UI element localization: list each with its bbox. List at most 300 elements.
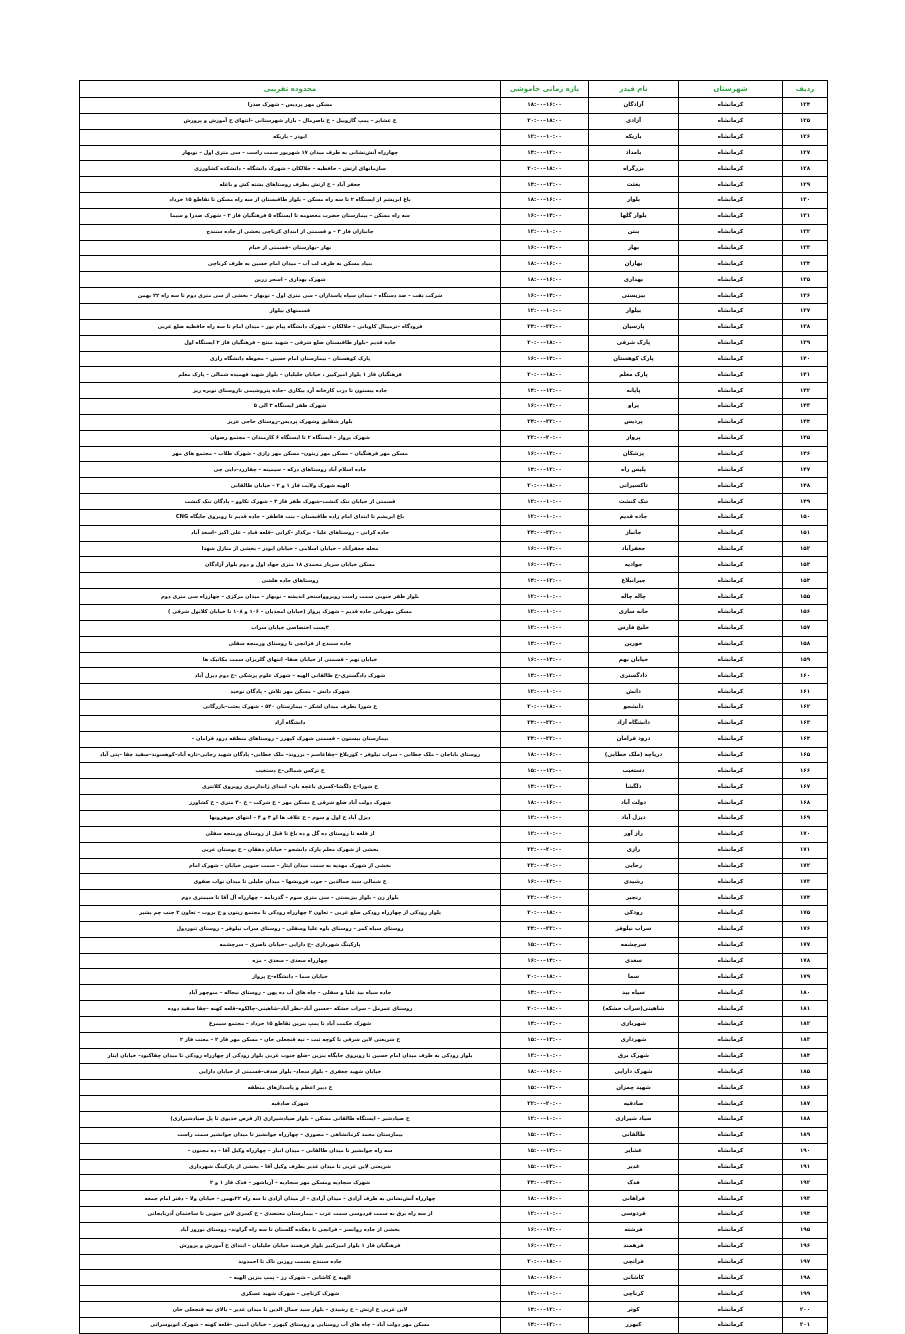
cell-outage-time: ۲۲:۰۰–۲۴:۰۰ [501, 319, 589, 335]
cell-feeder-name: دانش [589, 684, 679, 700]
cell-city: کرمانشاه [679, 969, 783, 985]
cell-row-number: ۱۹۹ [783, 1286, 828, 1302]
cell-approx-area: مسکن مهر دولت آباد – چاه های آب روستایی و روستای کیهزر – خیابان امینی –قلعه کهنه – شهرک اتوبوسرانی [80, 1317, 501, 1333]
cell-row-number: ۱۷۶ [783, 921, 828, 937]
table-row [80, 763, 828, 779]
cell-row-number: ۱۴۶ [783, 446, 828, 462]
cell-feeder-name: بزرگراه [589, 161, 679, 177]
cell-approx-area: جاده سیاه بید علیا و سفلی – چاه های آب ده پهن – روستای نیجاله – منوچهر آباد [80, 985, 501, 1001]
table-row [80, 272, 828, 288]
cell-feeder-name: بعثت [589, 177, 679, 193]
table-row [80, 573, 828, 589]
table-row [80, 1270, 828, 1286]
cell-approx-area: شریعتی لاین غربی تا میدان غدیر بطرف وکیل آقا – بخشی از پارکینگ شهرداری [80, 1159, 501, 1175]
cell-outage-time: ۱۰:۰۰–۱۲:۰۰ [501, 1207, 589, 1223]
cell-outage-time: ۱۴:۰۰–۱۶:۰۰ [501, 874, 589, 890]
cell-approx-area: جاده کرانی – روستاهای علیا – برکدار –کرانی –قلعه قباد – علی اکبر –اسعد آباد [80, 525, 501, 541]
cell-row-number: ۱۳۹ [783, 335, 828, 351]
cell-approx-area: بلوار ظفر جنوبی سمت راست روبروواستخر اندیشه – نوبهار – میدان مرکزی – چهارراه سی متری دوم [80, 589, 501, 605]
cell-city: کرمانشاه [679, 1001, 783, 1017]
cell-row-number: ۱۵۴ [783, 573, 828, 589]
table-row [80, 1080, 828, 1096]
cell-city: کرمانشاه [679, 319, 783, 335]
cell-feeder-name: رجایی [589, 858, 679, 874]
cell-approx-area: باغ ابریشم تا ابتدای امام زاده طاقبستان – بنت فاطفر – جاده قدیم تا روبروی جایگاه CNG [80, 509, 501, 525]
cell-row-number: ۱۶۲ [783, 700, 828, 716]
cell-feeder-name: سعدی [589, 953, 679, 969]
cell-row-number: ۱۶۳ [783, 715, 828, 731]
cell-approx-area: پارکینگ شهرداری –خ دارایی –خیابان ناصری – سرچشمه [80, 937, 501, 953]
cell-city: کرمانشاه [679, 145, 783, 161]
table-row [80, 303, 828, 319]
cell-city: کرمانشاه [679, 684, 783, 700]
cell-outage-time: ۱۶:۰۰–۱۸:۰۰ [501, 98, 589, 114]
cell-row-number: ۱۲۶ [783, 129, 828, 145]
cell-outage-time: ۱۲:۰۰–۱۴:۰۰ [501, 573, 589, 589]
cell-city: کرمانشاه [679, 256, 783, 272]
cell-outage-time: ۱۰:۰۰–۱۲:۰۰ [501, 1112, 589, 1128]
cell-approx-area: قسمتهای بیلوار [80, 303, 501, 319]
cell-feeder-name: باریکه [589, 129, 679, 145]
cell-approx-area: خ صیادشیر – ایستگاه طالقانی مسکن – بلوار صیادشیرازی (از قرص خدیوی تا پل صیادشیرازی) [80, 1112, 501, 1128]
cell-feeder-name: شهید چمران [589, 1080, 679, 1096]
cell-outage-time: ۲۲:۰۰–۲۴:۰۰ [501, 414, 589, 430]
cell-feeder-name: صیاد شیرازی [589, 1112, 679, 1128]
cell-city: کرمانشاه [679, 446, 783, 462]
cell-row-number: ۱۲۸ [783, 161, 828, 177]
cell-approx-area: از سه راه برق به سمت فردوسی سمت غرب – بیمارستان معتضدی – خ کسری لاین جنوبی تا ساختمان آذربایجانی [80, 1207, 501, 1223]
cell-approx-area: خیابان سما – دانشگاه–خ پرواز [80, 969, 501, 985]
cell-city: کرمانشاه [679, 1222, 783, 1238]
table-row [80, 1143, 828, 1159]
cell-row-number: ۱۳۱ [783, 208, 828, 224]
table-row [80, 620, 828, 636]
cell-row-number: ۱۵۲ [783, 541, 828, 557]
cell-row-number: ۱۵۹ [783, 652, 828, 668]
table-row [80, 795, 828, 811]
cell-approx-area: بیمارستان بیستون – قسمتی شهرک کیهزر – روستاهای منطقه درود فرامان – [80, 731, 501, 747]
cell-city: کرمانشاه [679, 399, 783, 415]
cell-feeder-name: دیزل آباد [589, 810, 679, 826]
cell-outage-time: ۱۸:۰۰–۲۰:۰۰ [501, 335, 589, 351]
cell-feeder-name: پایانه [589, 383, 679, 399]
cell-outage-time: ۱۳:۰۰–۱۵:۰۰ [501, 1032, 589, 1048]
table-row [80, 478, 828, 494]
cell-outage-time: ۱۸:۰۰–۲۰:۰۰ [501, 113, 589, 129]
cell-city: کرمانشاه [679, 874, 783, 890]
cell-outage-time: ۱۰:۰۰–۱۲:۰۰ [501, 684, 589, 700]
cell-row-number: ۱۶۸ [783, 795, 828, 811]
cell-feeder-name: بلوار گلها [589, 208, 679, 224]
cell-city: کرمانشاه [679, 113, 783, 129]
table-row [80, 890, 828, 906]
cell-outage-time: ۲۲:۰۰–۲۴:۰۰ [501, 1175, 589, 1191]
table-row [80, 256, 828, 272]
table-row [80, 906, 828, 922]
cell-feeder-name: سما [589, 969, 679, 985]
cell-row-number: ۱۵۱ [783, 525, 828, 541]
cell-row-number: ۱۳۲ [783, 224, 828, 240]
cell-row-number: ۱۹۸ [783, 1270, 828, 1286]
cell-feeder-name: فراهانی [589, 1191, 679, 1207]
cell-row-number: ۱۳۸ [783, 319, 828, 335]
cell-feeder-name: رشیدی [589, 874, 679, 890]
cell-outage-time: ۱۰:۰۰–۱۲:۰۰ [501, 1286, 589, 1302]
table-row [80, 367, 828, 383]
cell-city: کرمانشاه [679, 715, 783, 731]
table-row [80, 1159, 828, 1175]
cell-city: کرمانشاه [679, 1032, 783, 1048]
cell-approx-area: بخشی از جاده روانسر – فرانچی تا دهکده گلستان تا سه راه گراوند– روستای نوروز آباد [80, 1222, 501, 1238]
cell-row-number: ۱۹۶ [783, 1238, 828, 1254]
cell-feeder-name: دانشگاه آزاد [589, 715, 679, 731]
cell-feeder-name: کوثر [589, 1302, 679, 1318]
cell-city: کرمانشاه [679, 620, 783, 636]
cell-outage-time: ۱۰:۰۰–۱۲:۰۰ [501, 1048, 589, 1064]
cell-feeder-name: سیاه بید [589, 985, 679, 1001]
cell-row-number: ۱۶۷ [783, 779, 828, 795]
cell-approx-area: فرودگاه –ترمینال کاوبانی – جلالکان – شهرک دانشگاه پیام نور – میدان امام تا سه راه حافظیه ضلع غربی [80, 319, 501, 335]
cell-city: کرمانشاه [679, 1048, 783, 1064]
cell-outage-time: ۱۰:۰۰–۱۲:۰۰ [501, 129, 589, 145]
cell-outage-time: ۱۸:۰۰–۲۰:۰۰ [501, 969, 589, 985]
cell-city: کرمانشاه [679, 573, 783, 589]
cell-row-number: ۱۸۷ [783, 1096, 828, 1112]
cell-city: کرمانشاه [679, 494, 783, 510]
cell-row-number: ۱۹۱ [783, 1159, 828, 1175]
cell-city: کرمانشاه [679, 430, 783, 446]
table-row [80, 509, 828, 525]
cell-feeder-name: بنتن [589, 224, 679, 240]
table-row [80, 177, 828, 193]
cell-approx-area: سه راه مسکن – بیمارستان حضرت معصومه تا ایستگاه ۵ فرهنگیان فاز ۲ – شهرک صدرا و سیما [80, 208, 501, 224]
cell-approx-area: جانبازان فاز ۳ – و قسمتی از ابتدای کرناچی بخشی از جاده سنندج [80, 224, 501, 240]
cell-approx-area: خیابان شهید جعفری – بلوار سجاد– بلوار صدف–قسمتی از خیابان دارایی [80, 1064, 501, 1080]
cell-feeder-name: طالقانی [589, 1127, 679, 1143]
table-row [80, 193, 828, 209]
cell-approx-area: خ شورا–خ دلگشا–کسری باغچه بان– ابتدای ژاندارمری روبروی کلانتری [80, 779, 501, 795]
cell-outage-time: ۲۰:۰۰–۲۲:۰۰ [501, 890, 589, 906]
cell-outage-time: ۱۶:۰۰–۱۸:۰۰ [501, 747, 589, 763]
cell-city: کرمانشاه [679, 161, 783, 177]
cell-outage-time: ۱۲:۰۰–۱۴:۰۰ [501, 145, 589, 161]
cell-feeder-name: پزشکان [589, 446, 679, 462]
cell-approx-area: خیابان نهم – قسمتی از خیابان صفا– انتهای گلریزان سمت مکانیک ها [80, 652, 501, 668]
cell-feeder-name: پارک شرقی [589, 335, 679, 351]
cell-outage-time: ۱۶:۰۰–۱۸:۰۰ [501, 1064, 589, 1080]
cell-outage-time: ۱۰:۰۰–۱۲:۰۰ [501, 620, 589, 636]
table-row [80, 1286, 828, 1302]
table-row [80, 605, 828, 621]
cell-city: کرمانشاه [679, 303, 783, 319]
cell-approx-area: بهار –بهارستان –قسمتی از خیام [80, 240, 501, 256]
cell-city: کرمانشاه [679, 1207, 783, 1223]
header-approx-area: محدوده تقریبی [80, 81, 501, 98]
cell-row-number: ۱۶۴ [783, 731, 828, 747]
cell-row-number: ۱۷۲ [783, 858, 828, 874]
cell-feeder-name: سرچشمه [589, 937, 679, 953]
table-row [80, 684, 828, 700]
table-row [80, 224, 828, 240]
cell-row-number: ۱۴۸ [783, 478, 828, 494]
cell-row-number: ۱۳۶ [783, 288, 828, 304]
cell-city: کرمانشاه [679, 208, 783, 224]
cell-outage-time: ۱۶:۰۰–۱۸:۰۰ [501, 256, 589, 272]
cell-city: کرمانشاه [679, 1302, 783, 1318]
cell-outage-time: ۱۰:۰۰–۱۲:۰۰ [501, 494, 589, 510]
cell-outage-time: ۱۰:۰۰–۱۲:۰۰ [501, 303, 589, 319]
cell-city: کرمانشاه [679, 636, 783, 652]
cell-feeder-name: فرشته [589, 1222, 679, 1238]
cell-approx-area: خ شورا بطرف میدان لشکر – بیمارستان ۵۴۰ – شهرک بعثت–بازرگانی [80, 700, 501, 716]
cell-feeder-name: پردیس [589, 414, 679, 430]
cell-feeder-name: شهربازی [589, 1016, 679, 1032]
cell-approx-area: دیزل آباد خ اول و سوم – خ علاف ها او ۳ و ۴ – انتهای جوهرونها [80, 810, 501, 826]
cell-feeder-name: خلیج فارس [589, 620, 679, 636]
cell-outage-time: ۱۸:۰۰–۲۰:۰۰ [501, 478, 589, 494]
cell-outage-time: ۱۲:۰۰–۱۴:۰۰ [501, 1317, 589, 1333]
table-row [80, 715, 828, 731]
cell-outage-time: ۱۴:۰۰–۱۶:۰۰ [501, 953, 589, 969]
cell-row-number: ۲۰۱ [783, 1317, 828, 1333]
cell-outage-time: ۱۲:۰۰–۱۴:۰۰ [501, 1302, 589, 1318]
cell-outage-time: ۱۰:۰۰–۱۲:۰۰ [501, 224, 589, 240]
cell-approx-area: فرهنگیان فاز ۱ بلوار امیرکبیر ، خیابان جلیلیان – بلوار شهید فهمیده شمالی – پارک معلم [80, 367, 501, 383]
cell-feeder-name: سراب نیلوفر [589, 921, 679, 937]
cell-outage-time: ۱۲:۰۰–۱۴:۰۰ [501, 383, 589, 399]
cell-approx-area: چهارراه سعدی – سعدی – مزه [80, 953, 501, 969]
cell-row-number: ۱۲۵ [783, 113, 828, 129]
cell-approx-area: شهرک ظفر ایستگاه ۳ الی ۵ [80, 399, 501, 415]
table-row [80, 161, 828, 177]
cell-row-number: ۱۲۹ [783, 177, 828, 193]
cell-approx-area: روستاهای جاده هلشی [80, 573, 501, 589]
cell-approx-area: بخشی از شهرک معلم پارک دانشجو – خیابان دهقان – خ بوستان غربی [80, 842, 501, 858]
cell-row-number: ۱۹۴ [783, 1207, 828, 1223]
cell-row-number: ۱۵۶ [783, 605, 828, 621]
cell-feeder-name: دولت آباد [589, 795, 679, 811]
cell-feeder-name: فدک [589, 1175, 679, 1191]
cell-city: کرمانشاه [679, 985, 783, 1001]
header-city: شهرستان [679, 81, 783, 98]
cell-approx-area: مسکن مهر فرهنگیان – مسکن مهر زیتون– مسکن مهر رازی – شهرک طلاب – مجتمع های مهر [80, 446, 501, 462]
cell-approx-area: شهرک بهداری – اسحر زرین [80, 272, 501, 288]
cell-row-number: ۱۷۰ [783, 826, 828, 842]
cell-approx-area: بخشی از شهرک مهدیه به سمت میدان ایثار – سمت جنوبی خیابان – شهرک امام [80, 858, 501, 874]
cell-city: کرمانشاه [679, 1143, 783, 1159]
header-feeder-name: نام فیدر [589, 81, 679, 98]
cell-outage-time: ۱۲:۰۰–۱۴:۰۰ [501, 668, 589, 684]
table-row [80, 1001, 828, 1017]
cell-approx-area: خ دبیر اعظم و پاسداژهای منطقه [80, 1080, 501, 1096]
cell-outage-time: ۱۲:۰۰–۱۴:۰۰ [501, 177, 589, 193]
outage-schedule-sheet [79, 80, 827, 1334]
cell-row-number: ۱۹۳ [783, 1191, 828, 1207]
cell-city: کرمانشاه [679, 272, 783, 288]
cell-row-number: ۱۳۰ [783, 193, 828, 209]
cell-city: کرمانشاه [679, 351, 783, 367]
table-row [80, 208, 828, 224]
cell-feeder-name: شهرداری [589, 1032, 679, 1048]
cell-outage-time: ۱۶:۰۰–۱۸:۰۰ [501, 193, 589, 209]
cell-city: کرمانشاه [679, 763, 783, 779]
cell-feeder-name: پلیس راه [589, 462, 679, 478]
cell-approx-area: سه راه جوانشیر تا میدان طالقانی – میدان انبار – چهارراه وکیل آقا – ده مجنون – [80, 1143, 501, 1159]
cell-approx-area: شهرک دادگستری–خ طالقانی الهیه – شهرک علوم پزشکی –خ دوم دیزل آباد [80, 668, 501, 684]
cell-outage-time: ۱۸:۰۰–۲۰:۰۰ [501, 700, 589, 716]
cell-row-number: ۲۰۰ [783, 1302, 828, 1318]
cell-city: کرمانشاه [679, 383, 783, 399]
cell-city: کرمانشاه [679, 1286, 783, 1302]
cell-outage-time: ۱۴:۰۰–۱۶:۰۰ [501, 541, 589, 557]
table-row [80, 335, 828, 351]
cell-feeder-name: آزادی [589, 113, 679, 129]
cell-approx-area: جاده قدیم –بلوار طاقبستان ضلع شرقی – شهید منتج – فرهنگیان فاز ۲ ایستگاه اول [80, 335, 501, 351]
cell-outage-time: ۱۰:۰۰–۱۲:۰۰ [501, 810, 589, 826]
table-row [80, 874, 828, 890]
cell-approx-area: فرهنگیان فاز ۱ بلوار امیرکبیر بلوار فرهمند خیابان جلیلیان – ابتدای خ آموزش و پرورش [80, 1238, 501, 1254]
table-row [80, 288, 828, 304]
cell-row-number: ۱۸۴ [783, 1048, 828, 1064]
cell-feeder-name: بهاران [589, 256, 679, 272]
cell-city: کرمانشاه [679, 177, 783, 193]
cell-city: کرمانشاه [679, 1159, 783, 1175]
cell-city: کرمانشاه [679, 240, 783, 256]
cell-row-number: ۱۸۱ [783, 1001, 828, 1017]
cell-outage-time: ۱۳:۰۰–۱۵:۰۰ [501, 937, 589, 953]
cell-feeder-name: خورین [589, 636, 679, 652]
cell-city: کرمانشاه [679, 700, 783, 716]
cell-feeder-name: بامداد [589, 145, 679, 161]
cell-outage-time: ۲۲:۰۰–۲۴:۰۰ [501, 921, 589, 937]
cell-approx-area: دانشگاه آزاد [80, 715, 501, 731]
table-row [80, 826, 828, 842]
cell-city: کرمانشاه [679, 288, 783, 304]
cell-city: کرمانشاه [679, 652, 783, 668]
table-row [80, 430, 828, 446]
cell-approx-area: جاده اسلام آباد روستاهای درکه – سیمینه – چقازرد–دایی چی [80, 462, 501, 478]
cell-city: کرمانشاه [679, 1080, 783, 1096]
table-row [80, 953, 828, 969]
table-row [80, 1112, 828, 1128]
cell-approx-area: شهرک دولت آباد ضلع شرقی خ مسکن مهر – خ شرکت – خ ۴۰ متری – خ کشاورز [80, 795, 501, 811]
table-row [80, 557, 828, 573]
cell-city: کرمانشاه [679, 367, 783, 383]
cell-outage-time: ۱۴:۰۰–۱۶:۰۰ [501, 1238, 589, 1254]
cell-city: کرمانشاه [679, 1064, 783, 1080]
cell-row-number: ۱۶۱ [783, 684, 828, 700]
cell-feeder-name: دریاچه (ملک خطابی) [589, 747, 679, 763]
cell-feeder-name: جیرانبلاغ [589, 573, 679, 589]
table-row [80, 1238, 828, 1254]
cell-outage-time: ۲۰:۰۰–۲۲:۰۰ [501, 858, 589, 874]
cell-feeder-name: بهار [589, 240, 679, 256]
cell-row-number: ۱۴۹ [783, 494, 828, 510]
cell-approx-area: خ شمالی سید جمالدین – جوب فرونشها – میدان جلیلی تا میدان نواب صفوی [80, 874, 501, 890]
cell-feeder-name: تاکسیرانی [589, 478, 679, 494]
cell-approx-area: خ عشایر – پمپ گازوییل – خ ناصرمال – بازار شهرستانی –انتهای خ آموزش و پرورش [80, 113, 501, 129]
cell-feeder-name: جانباز [589, 525, 679, 541]
cell-city: کرمانشاه [679, 1191, 783, 1207]
cell-city: کرمانشاه [679, 509, 783, 525]
cell-outage-time: ۱۴:۰۰–۱۶:۰۰ [501, 208, 589, 224]
cell-approx-area: مسکن مهربانی جاده قدیم – شهرک پرواز (خیابان امجدیان – ۱۰۶ و ۱۰۸ تا خیابان کلانول شرقی ) [80, 605, 501, 621]
cell-outage-time: ۱۴:۰۰–۱۶:۰۰ [501, 446, 589, 462]
cell-row-number: ۱۶۹ [783, 810, 828, 826]
table-row [80, 494, 828, 510]
table-row [80, 462, 828, 478]
cell-approx-area: قسمتی از خیابان تنک کنشت–شهرک ظفر فاز ۳ – شهرک تکاوو – پادگان تنک کنشت [80, 494, 501, 510]
cell-row-number: ۱۹۷ [783, 1254, 828, 1270]
cell-outage-time: ۱۰:۰۰–۱۲:۰۰ [501, 509, 589, 525]
cell-row-number: ۱۵۵ [783, 589, 828, 605]
cell-approx-area: شهرک دانش – مسکن مهر تلاش – پادگان توحید [80, 684, 501, 700]
cell-approx-area: شرکت نفت – صد دستگاه – میدان سپاه پاسداران – سی متری اول – نوبهار – بخشی از سی متری دوم تا سه راه ۲۲ بهمن [80, 288, 501, 304]
table-row [80, 842, 828, 858]
cell-city: کرمانشاه [679, 98, 783, 114]
cell-row-number: ۱۴۴ [783, 414, 828, 430]
cell-feeder-name: جعفرآباد [589, 541, 679, 557]
cell-feeder-name: جاده قدیم [589, 509, 679, 525]
cell-row-number: ۱۳۳ [783, 240, 828, 256]
table-row [80, 747, 828, 763]
cell-feeder-name: رودکی [589, 906, 679, 922]
cell-approx-area: روستای باباجان – ملک خطابی – سراب نیلوفر – کوریلاغ –چقاغاسم – برزوند– ملک خطابی– پادگان شهید رجایی–تازه آباد–کوهسوند–سفید چقا –پتی آباد [80, 747, 501, 763]
cell-row-number: ۱۴۳ [783, 399, 828, 415]
cell-row-number: ۱۷۱ [783, 842, 828, 858]
table-row [80, 1302, 828, 1318]
cell-outage-time: ۱۴:۰۰–۱۶:۰۰ [501, 557, 589, 573]
cell-row-number: ۱۳۷ [783, 303, 828, 319]
cell-row-number: ۱۳۵ [783, 272, 828, 288]
table-row [80, 525, 828, 541]
cell-city: کرمانشاه [679, 1016, 783, 1032]
cell-feeder-name: راز آور [589, 826, 679, 842]
cell-feeder-name: خیابان نهم [589, 652, 679, 668]
cell-approx-area: بلوار رودکی از چهارراه رودکی ضلع غربی – تعاون ۲ چهارراه رودکی تا مجتمع زیتون و خ بروت – تعاون ۲ جنب چم بشیر [80, 906, 501, 922]
cell-row-number: ۱۶۵ [783, 747, 828, 763]
table-row [80, 668, 828, 684]
table-row [80, 1127, 828, 1143]
cell-outage-time: ۱۲:۰۰–۱۴:۰۰ [501, 1016, 589, 1032]
cell-city: کرمانشاه [679, 1317, 783, 1333]
cell-outage-time: ۱۴:۰۰–۱۶:۰۰ [501, 288, 589, 304]
table-row [80, 652, 828, 668]
cell-feeder-name: خانه سازی [589, 605, 679, 621]
cell-feeder-name: بلوار [589, 193, 679, 209]
table-row [80, 636, 828, 652]
cell-outage-time: ۱۴:۰۰–۱۶:۰۰ [501, 1222, 589, 1238]
cell-city: کرمانشاه [679, 810, 783, 826]
cell-outage-time: ۱۳:۰۰–۱۵:۰۰ [501, 1159, 589, 1175]
cell-approx-area: جاده سنندج بسمت روزبن تاک تا احمدوند [80, 1254, 501, 1270]
table-header-row [80, 81, 828, 98]
table-row [80, 541, 828, 557]
cell-city: کرمانشاه [679, 478, 783, 494]
cell-feeder-name: پراو [589, 399, 679, 415]
cell-outage-time: ۱۳:۰۰–۱۵:۰۰ [501, 1080, 589, 1096]
cell-city: کرمانشاه [679, 335, 783, 351]
cell-row-number: ۱۸۲ [783, 1016, 828, 1032]
table-row [80, 129, 828, 145]
cell-approx-area: الهیه شهرک ولایت فاز ۱ و ۲ – خیابان طالقانی [80, 478, 501, 494]
cell-approx-area: بیمارستان محمد کرمانشاهی – مصوری – چهارراه جوانشیر تا میدان جوانشیر سمت راست [80, 1127, 501, 1143]
cell-outage-time: ۱۳:۰۰–۱۵:۰۰ [501, 1143, 589, 1159]
cell-outage-time: ۲۰:۰۰–۲۲:۰۰ [501, 430, 589, 446]
table-row [80, 700, 828, 716]
cell-approx-area: شهرک پرواز – ایستگاه ۲ تا ایستگاه ۶ کارمندان – مجتمع رضوان [80, 430, 501, 446]
cell-outage-time: ۲۰:۰۰–۲۲:۰۰ [501, 842, 589, 858]
